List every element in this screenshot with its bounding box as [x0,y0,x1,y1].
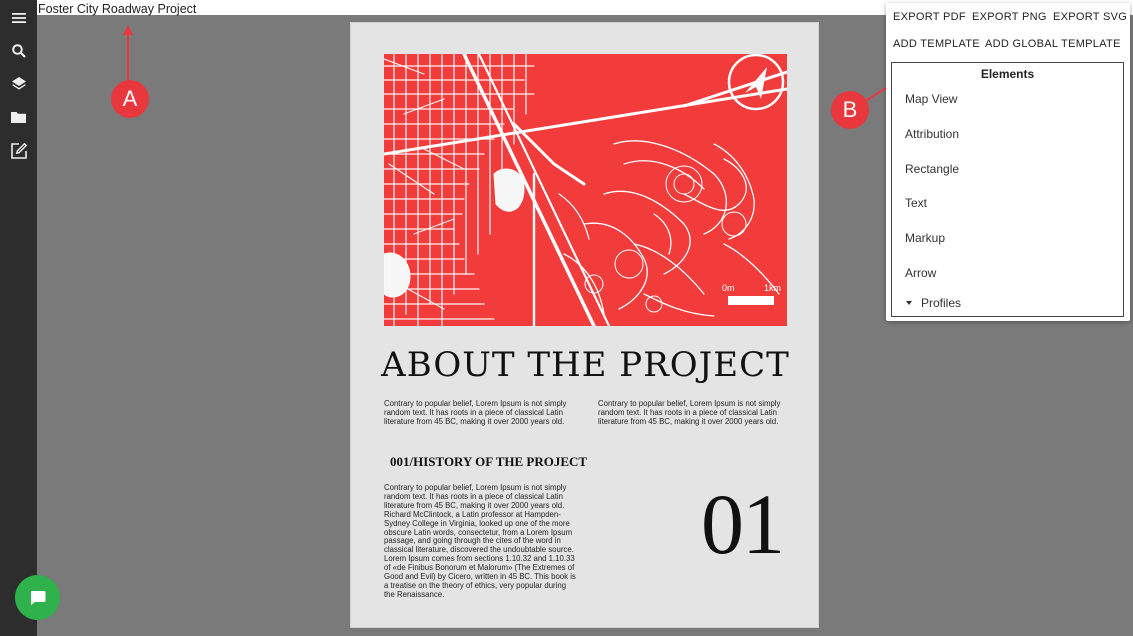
folder-button[interactable] [6,104,31,129]
element-markup[interactable]: Markup [905,231,946,245]
annotation-b-badge: B [831,91,869,129]
element-text[interactable]: Text [905,196,928,210]
left-sidebar [0,0,37,636]
edit-icon [10,142,28,160]
element-map-view[interactable]: Map View [905,92,958,106]
annotation-a-badge: A [111,80,149,118]
about-left-text[interactable]: Contrary to popular belief, Lorem Ipsum is not simply random text. It has roots in a piece of classical Latin literature from 45 BC, making it over 2000 years old. [384,399,567,426]
chat-icon [29,589,47,607]
street-map [384,54,787,326]
scale-bar [728,296,774,305]
menu-icon [11,11,27,25]
search-icon [11,43,27,59]
history-text[interactable]: Contrary to popular belief, Lorem Ipsum is not simply random text. It has roots in a piece of classical Latin literature from 45 BC, making it over 2000 years old. Richard McClintock, a Latin professor at Hampden-Sydney College in Virginia, looked up one of the more obscure Latin words, consectetur, from a Lorem Ipsum passage, and going through the cites of the word in classical literature, discovered the undoubtable source. Lorem Ipsum comes from sections 1.10.32 and 1.10.33 of «de Finibus Bonorum et Malorum» (The Extremes of Good and Evil) by Cicero, written in 45 BC. This book is a treatise on the theory of ethics, very popular during the Renaissance. [384,483,576,599]
element-arrow[interactable]: Arrow [905,266,937,280]
scale-start-label: 0m [722,283,735,293]
profiles-label: Profiles [921,296,962,310]
about-right-text[interactable]: Contrary to popular belief, Lorem Ipsum is not simply random text. It has roots in a piece of classical Latin literature from 45 BC, making it over 2000 years old. [598,399,781,426]
about-title[interactable]: ABOUT THE PROJECT [381,345,790,385]
export-svg-button[interactable]: EXPORT SVG [1053,11,1128,23]
chat-button[interactable] [15,575,60,620]
profiles-toggle[interactable] [905,296,961,310]
layers-icon [11,76,27,92]
search-button[interactable] [6,38,31,63]
map-view[interactable] [384,54,787,326]
export-panel [886,3,1130,321]
export-png-button[interactable]: EXPORT PNG [972,11,1047,23]
elements-heading: Elements [980,67,1035,81]
edit-button[interactable] [6,138,31,163]
elements-panel [891,62,1124,317]
layout-page[interactable] [350,22,819,628]
project-title: Foster City Roadway Project [38,2,197,16]
history-heading[interactable]: 001/HISTORY OF THE PROJECT [390,454,588,469]
layers-button[interactable] [6,71,31,96]
element-rectangle[interactable]: Rectangle [905,162,960,176]
add-global-template-button[interactable]: ADD GLOBAL TEMPLATE [985,38,1121,50]
scale-end-label: 1km [764,283,782,293]
export-pdf-button[interactable]: EXPORT PDF [893,11,966,23]
folder-icon [10,110,27,124]
caret-down-icon [905,300,913,306]
big-number[interactable]: 01 [701,476,783,572]
element-attribution[interactable]: Attribution [905,127,960,141]
menu-button[interactable] [6,5,31,30]
add-template-button[interactable]: ADD TEMPLATE [893,38,980,50]
